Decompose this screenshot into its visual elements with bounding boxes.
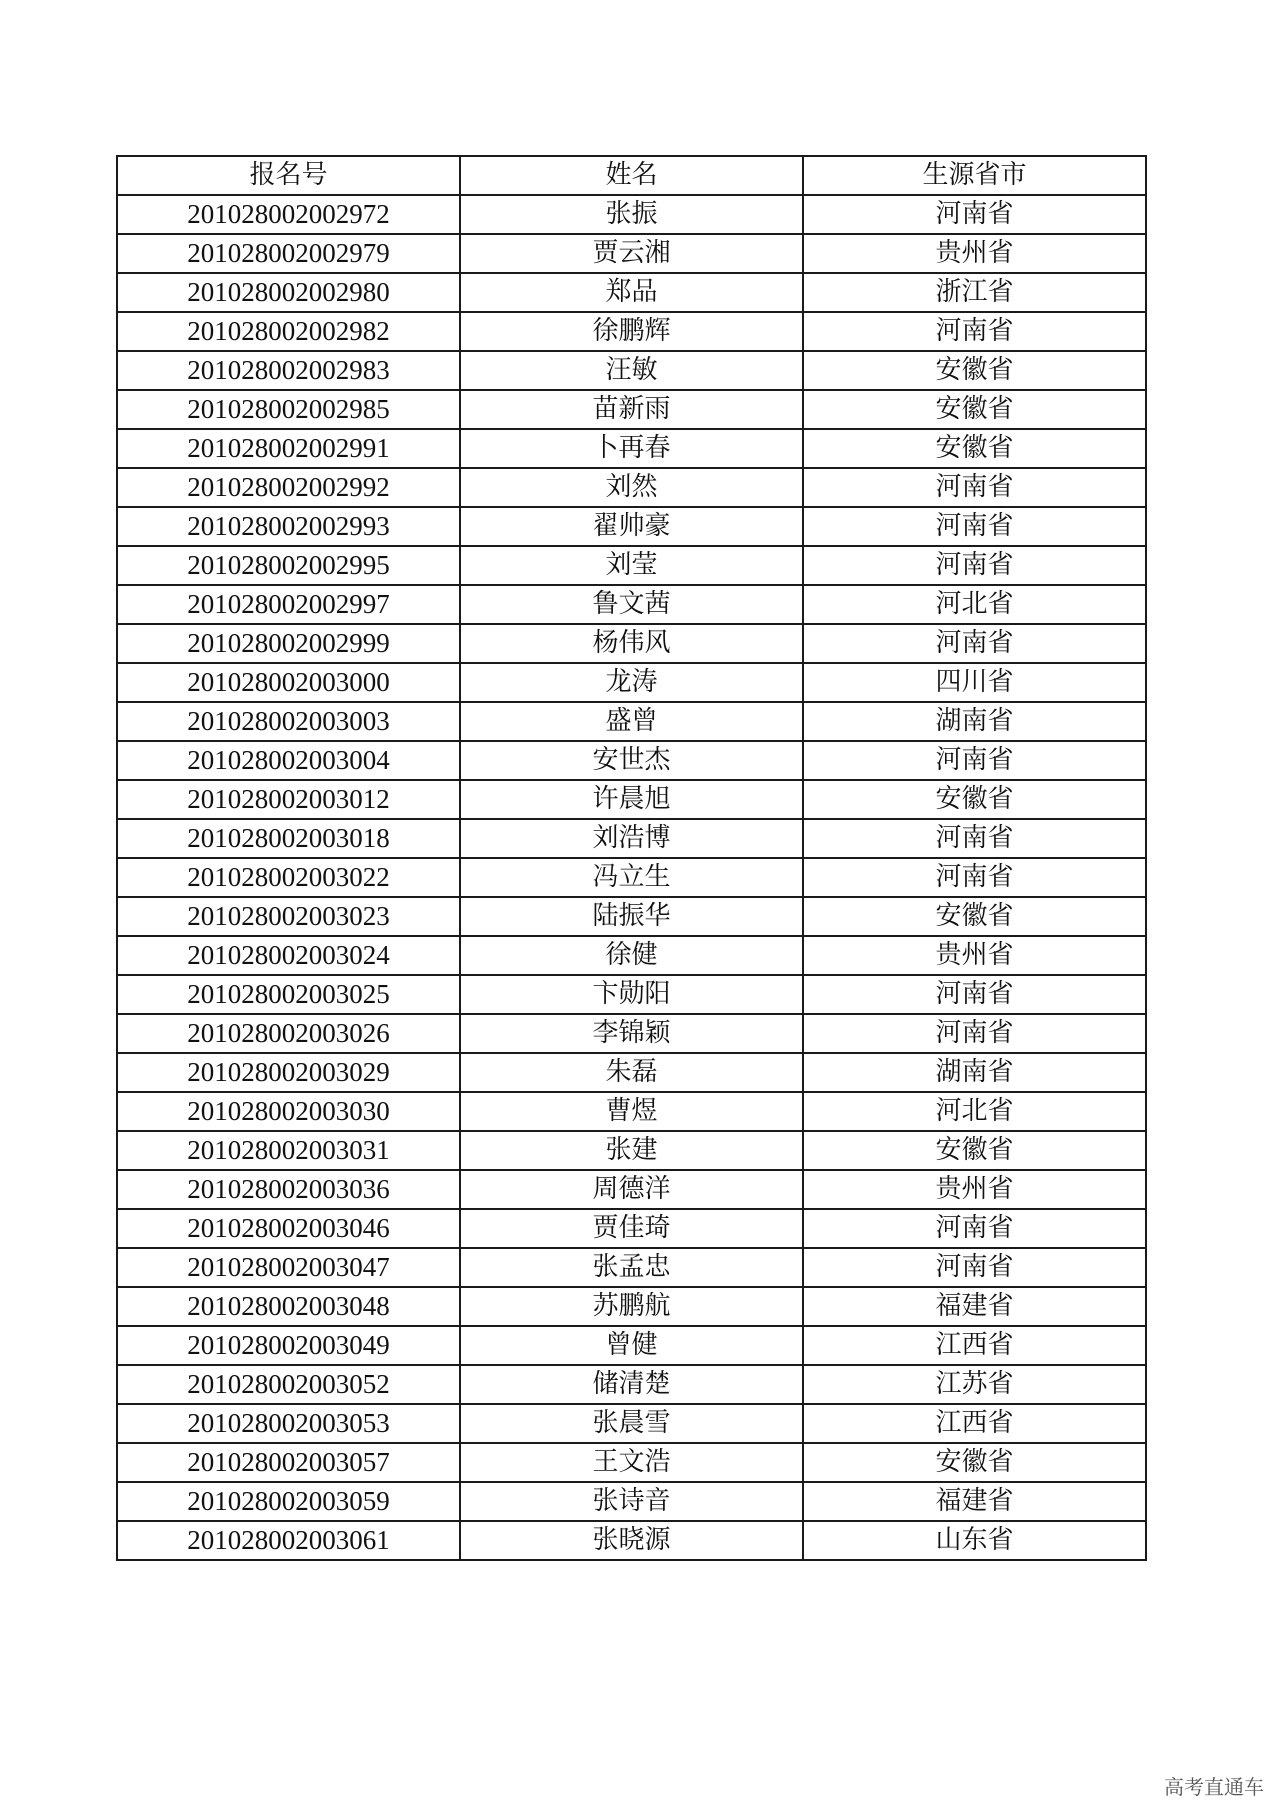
table-row: [117, 1170, 1146, 1209]
table-row: [117, 741, 1146, 780]
cell-registration-number: 201028002002991: [117, 429, 460, 468]
cell-province: 河南省: [803, 1248, 1146, 1287]
cell-province: 四川省: [803, 663, 1146, 702]
cell-name: 张晓源: [460, 1521, 803, 1560]
table-row: [117, 1248, 1146, 1287]
table-row: [117, 546, 1146, 585]
cell-name: 张诗音: [460, 1482, 803, 1521]
cell-province: 山东省: [803, 1521, 1146, 1560]
cell-registration-number: 201028002003024: [117, 936, 460, 975]
cell-registration-number: 201028002003000: [117, 663, 460, 702]
table-header-row: [117, 156, 1146, 195]
header-province: 生源省市: [803, 156, 1146, 195]
cell-province: 河南省: [803, 741, 1146, 780]
cell-registration-number: 201028002003031: [117, 1131, 460, 1170]
table-row: [117, 1443, 1146, 1482]
cell-province: 安徽省: [803, 1131, 1146, 1170]
cell-name: 冯立生: [460, 858, 803, 897]
table-row: [117, 234, 1146, 273]
cell-province: 安徽省: [803, 1443, 1146, 1482]
table-row: [117, 507, 1146, 546]
cell-name: 刘浩博: [460, 819, 803, 858]
table-row: [117, 780, 1146, 819]
table-row: [117, 1482, 1146, 1521]
cell-registration-number: 201028002002979: [117, 234, 460, 273]
cell-province: 安徽省: [803, 780, 1146, 819]
cell-province: 江苏省: [803, 1365, 1146, 1404]
table-row: [117, 936, 1146, 975]
cell-province: 河北省: [803, 585, 1146, 624]
cell-name: 李锦颖: [460, 1014, 803, 1053]
cell-registration-number: 201028002003057: [117, 1443, 460, 1482]
cell-name: 鲁文茜: [460, 585, 803, 624]
cell-province: 河南省: [803, 858, 1146, 897]
cell-registration-number: 201028002002997: [117, 585, 460, 624]
cell-name: 张晨雪: [460, 1404, 803, 1443]
cell-province: 贵州省: [803, 234, 1146, 273]
cell-province: 湖南省: [803, 1053, 1146, 1092]
cell-registration-number: 201028002003047: [117, 1248, 460, 1287]
watermark-text: 高考直通车: [1164, 1775, 1264, 1799]
cell-registration-number: 201028002002983: [117, 351, 460, 390]
cell-province: 江西省: [803, 1404, 1146, 1443]
cell-name: 贾云湘: [460, 234, 803, 273]
table-row: [117, 585, 1146, 624]
cell-name: 曹煜: [460, 1092, 803, 1131]
cell-registration-number: 201028002002985: [117, 390, 460, 429]
cell-province: 河南省: [803, 507, 1146, 546]
cell-province: 湖南省: [803, 702, 1146, 741]
table-body: [117, 195, 1146, 1560]
cell-name: 朱磊: [460, 1053, 803, 1092]
table-row: [117, 390, 1146, 429]
cell-registration-number: 201028002003018: [117, 819, 460, 858]
cell-name: 卜再春: [460, 429, 803, 468]
cell-province: 河南省: [803, 819, 1146, 858]
cell-name: 储清楚: [460, 1365, 803, 1404]
cell-name: 苗新雨: [460, 390, 803, 429]
cell-registration-number: 201028002003003: [117, 702, 460, 741]
cell-province: 安徽省: [803, 351, 1146, 390]
cell-province: 河南省: [803, 1209, 1146, 1248]
cell-registration-number: 201028002003025: [117, 975, 460, 1014]
cell-province: 贵州省: [803, 1170, 1146, 1209]
cell-province: 河南省: [803, 1014, 1146, 1053]
cell-name: 徐鹏辉: [460, 312, 803, 351]
cell-registration-number: 201028002003048: [117, 1287, 460, 1326]
cell-name: 郑品: [460, 273, 803, 312]
cell-name: 卞勋阳: [460, 975, 803, 1014]
table-row: [117, 1014, 1146, 1053]
table-row: [117, 858, 1146, 897]
cell-registration-number: 201028002002993: [117, 507, 460, 546]
cell-registration-number: 201028002002982: [117, 312, 460, 351]
cell-name: 刘莹: [460, 546, 803, 585]
cell-name: 陆振华: [460, 897, 803, 936]
cell-registration-number: 201028002002995: [117, 546, 460, 585]
cell-province: 河南省: [803, 195, 1146, 234]
cell-province: 福建省: [803, 1482, 1146, 1521]
cell-name: 许晨旭: [460, 780, 803, 819]
header-registration-number: 报名号: [117, 156, 460, 195]
cell-name: 张孟忠: [460, 1248, 803, 1287]
table-row: [117, 195, 1146, 234]
table-row: [117, 1326, 1146, 1365]
cell-registration-number: 201028002002992: [117, 468, 460, 507]
cell-name: 曾健: [460, 1326, 803, 1365]
cell-registration-number: 201028002003049: [117, 1326, 460, 1365]
cell-province: 浙江省: [803, 273, 1146, 312]
cell-registration-number: 201028002003053: [117, 1404, 460, 1443]
cell-province: 河南省: [803, 312, 1146, 351]
table-row: [117, 1521, 1146, 1560]
cell-province: 福建省: [803, 1287, 1146, 1326]
cell-registration-number: 201028002003029: [117, 1053, 460, 1092]
cell-registration-number: 201028002003061: [117, 1521, 460, 1560]
cell-registration-number: 201028002003026: [117, 1014, 460, 1053]
roster-table-container: [116, 155, 1145, 1561]
cell-province: 安徽省: [803, 897, 1146, 936]
cell-name: 安世杰: [460, 741, 803, 780]
cell-province: 河南省: [803, 546, 1146, 585]
cell-province: 安徽省: [803, 390, 1146, 429]
cell-registration-number: 201028002003022: [117, 858, 460, 897]
table-row: [117, 1053, 1146, 1092]
table-row: [117, 312, 1146, 351]
cell-registration-number: 201028002003059: [117, 1482, 460, 1521]
cell-name: 龙涛: [460, 663, 803, 702]
table-row: [117, 702, 1146, 741]
cell-name: 汪敏: [460, 351, 803, 390]
cell-province: 河北省: [803, 1092, 1146, 1131]
table-row: [117, 1131, 1146, 1170]
table-row: [117, 429, 1146, 468]
cell-name: 徐健: [460, 936, 803, 975]
cell-registration-number: 201028002002999: [117, 624, 460, 663]
cell-registration-number: 201028002002980: [117, 273, 460, 312]
cell-province: 安徽省: [803, 429, 1146, 468]
table-row: [117, 1287, 1146, 1326]
cell-name: 刘然: [460, 468, 803, 507]
cell-province: 江西省: [803, 1326, 1146, 1365]
table-row: [117, 1209, 1146, 1248]
table-row: [117, 624, 1146, 663]
cell-registration-number: 201028002003012: [117, 780, 460, 819]
table-row: [117, 819, 1146, 858]
cell-registration-number: 201028002003023: [117, 897, 460, 936]
cell-registration-number: 201028002003030: [117, 1092, 460, 1131]
table-row: [117, 351, 1146, 390]
cell-name: 盛曾: [460, 702, 803, 741]
table-row: [117, 468, 1146, 507]
header-name: 姓名: [460, 156, 803, 195]
cell-name: 贾佳琦: [460, 1209, 803, 1248]
cell-name: 翟帅豪: [460, 507, 803, 546]
cell-province: 贵州省: [803, 936, 1146, 975]
cell-province: 河南省: [803, 624, 1146, 663]
table-row: [117, 1092, 1146, 1131]
roster-table: [116, 155, 1147, 1561]
cell-name: 杨伟风: [460, 624, 803, 663]
table-row: [117, 1365, 1146, 1404]
cell-registration-number: 201028002003052: [117, 1365, 460, 1404]
table-row: [117, 273, 1146, 312]
cell-name: 周德洋: [460, 1170, 803, 1209]
table-row: [117, 663, 1146, 702]
cell-province: 河南省: [803, 975, 1146, 1014]
cell-name: 王文浩: [460, 1443, 803, 1482]
cell-registration-number: 201028002003036: [117, 1170, 460, 1209]
cell-registration-number: 201028002003046: [117, 1209, 460, 1248]
table-row: [117, 897, 1146, 936]
cell-registration-number: 201028002002972: [117, 195, 460, 234]
table-row: [117, 975, 1146, 1014]
table-row: [117, 1404, 1146, 1443]
cell-name: 苏鹏航: [460, 1287, 803, 1326]
cell-registration-number: 201028002003004: [117, 741, 460, 780]
cell-province: 河南省: [803, 468, 1146, 507]
cell-name: 张振: [460, 195, 803, 234]
cell-name: 张建: [460, 1131, 803, 1170]
